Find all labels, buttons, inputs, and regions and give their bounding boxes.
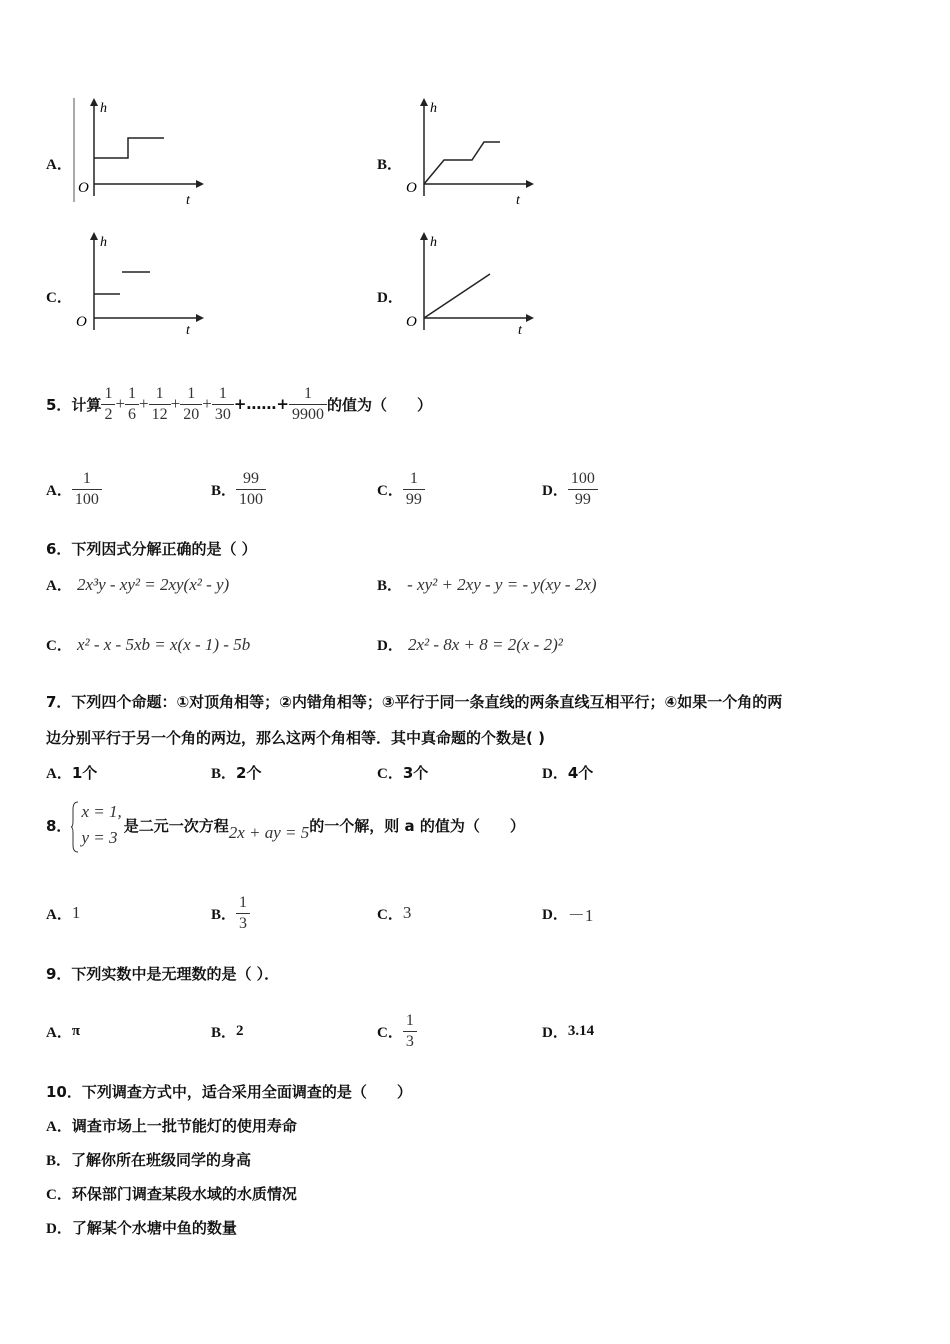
q9-option-b: B． 2 [211,1022,244,1041]
q8-option-c: C． 3 [377,903,412,923]
h-axis-label: h [430,235,437,250]
q5-option-b: B． $\frac{99}{100}$ [211,453,266,525]
math-expression: 2x² - 8x + 8 = 2(x - 2)² [407,635,563,654]
q8-option-a: A． 1 [46,903,81,923]
q6-option-a: A． 2x³y - xy² = 2xy(x² - y) [46,575,230,594]
q8-option-b: B． $\frac{1}{3}$ [211,880,250,946]
origin-label: O [78,180,89,196]
q4-graph-b [400,96,540,206]
q9-option-c: C． $\frac{1}{3}$ [377,998,417,1064]
equation: 2x + ay = 5 [228,823,310,842]
origin-label: O [76,314,87,330]
math-expression: 2x³y - xy² = 2xy(x² - y) [76,575,230,594]
h-axis-label: h [430,101,437,116]
q10-option-b: B．了解你所在班级同学的身高 [46,1151,252,1169]
t-axis-label: t [518,323,522,338]
q4-option-c-label: C． [46,290,72,306]
origin-label: O [406,314,417,330]
q7-option-c: C．3个 [377,764,429,782]
q8-option-d: D． －1 [542,905,594,925]
q7-option-d: D．4个 [542,764,594,782]
math-expression: x² - x - 5xb = x(x - 1) - 5b [76,635,251,654]
t-axis-label: t [186,193,190,206]
fraction: $\frac{1}{12}$ [149,384,171,425]
q6-option-d: D． 2x² - 8x + 8 = 2(x - 2)² [377,635,563,654]
q5-prefix: 5．计算 [46,395,102,414]
question-5-stem: 5．计算 $\frac{1}{2}$ + $\frac{1}{6}$ + $\frac{1}{12}$ + $\frac{1}{20}$ + $\frac{1}{30}$ +……+ $\frac{1}{9900}$ 的值为（ ） [46,384,432,423]
question-7-line-2: 边分别平行于另一个角的两边，那么这两个角相等．其中真命题的个数是( ) [46,729,545,747]
q6-option-b: B． - xy² + 2xy - y = - y(xy - 2x) [377,575,597,594]
h-axis-label: h [100,101,107,116]
fraction: $\frac{1}{2}$ [101,384,115,425]
question-7-line-1: 7．下列四个命题：①对顶角相等；②内错角相等；③平行于同一条直线的两条直线互相平行；④如果一个角的两 [46,693,783,711]
q5-suffix: 的值为（ ） [326,395,432,414]
q4-option-b-label: B． [377,157,403,173]
q6-option-c: C． x² - x - 5xb = x(x - 1) - 5b [46,635,251,654]
q5-option-d: D． $\frac{100}{99}$ [542,453,598,525]
question-10-stem: 10．下列调查方式中，适合采用全面调查的是（ ） [46,1083,412,1101]
q9-option-a: A． π [46,1022,81,1041]
q7-option-b: B．2个 [211,764,262,782]
q4-graph-a [70,96,210,206]
q5-option-c: C． $\frac{1}{99}$ [377,453,425,525]
q4-option-d-label: D． [377,290,403,306]
t-axis-label: t [516,193,520,206]
question-9-stem: 9．下列实数中是无理数的是（ ）． [46,965,280,983]
q4-graph-d [400,230,540,340]
q4-option-a-label: A． [46,157,72,173]
question-8-stem: 8． x = 1, y = 3 是二元一次方程 2x + ay = 5 的一个解，则 a 的值为（ ） [46,795,525,855]
q10-option-c: C．环保部门调查某段水域的水质情况 [46,1185,297,1203]
t-axis-label: t [186,323,190,338]
q7-option-a: A．1个 [46,764,98,782]
q5-option-a: A． $\frac{1}{100}$ [46,453,102,525]
h-axis-label: h [100,235,107,250]
q10-option-a: A．调查市场上一批节能灯的使用寿命 [46,1117,297,1135]
fraction: $\frac{1}{9900}$ [289,384,327,425]
q9-option-d: D． 3.14 [542,1022,595,1041]
q10-option-d: D．了解某个水塘中鱼的数量 [46,1219,237,1237]
fraction: $\frac{1}{6}$ [125,384,139,425]
math-expression: - xy² + 2xy - y = - y(xy - 2x) [407,575,597,594]
fraction: $\frac{1}{30}$ [212,384,234,425]
question-6-stem: 6．下列因式分解正确的是（ ） [46,540,257,558]
q4-graph-c [70,230,210,340]
fraction: $\frac{1}{20}$ [180,384,202,425]
origin-label: O [406,180,417,196]
equation-system: x = 1, y = 3 [71,799,121,851]
ellipsis: +……+ [233,395,289,413]
